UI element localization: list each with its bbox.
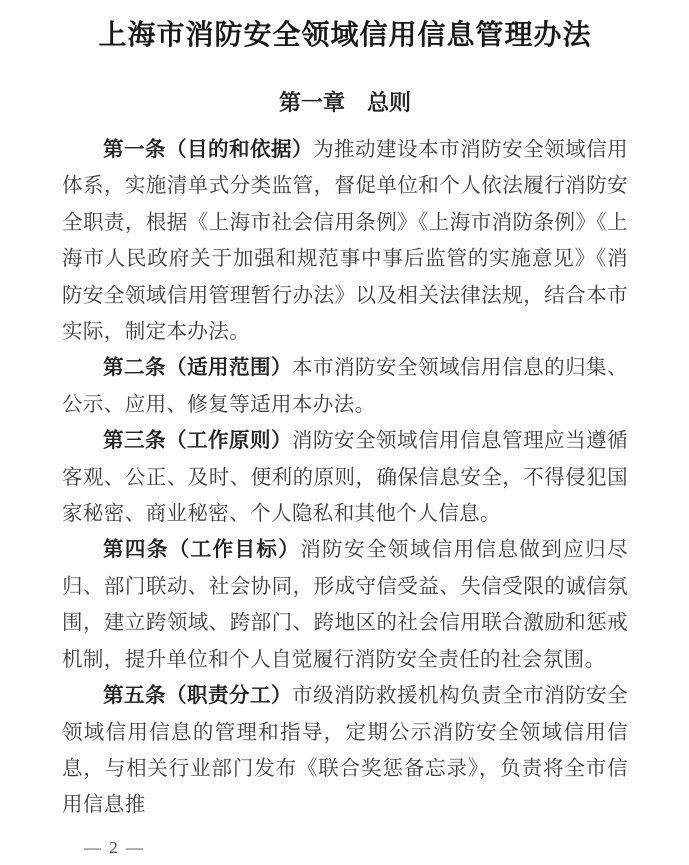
article-paragraph-5 [62,678,628,824]
article-4-body: 消防安全领域信用信息做到应归尽归、部门联动、社会协同，形成守信受益、失信受限的诚信氛围，建立跨领域、跨部门、跨地区的社会信用联合激励和惩戒机制，提升单位和个人自觉履行消防安全责任的社会氛围。 [62,539,629,671]
article-2-body: 本市消防安全领域信用信息的归集、公示、应用、修复等适用本办法。 [62,357,628,416]
article-4-label: 第四条（工作目标） [103,538,301,562]
article-2-label: 第二条（适用范围） [103,356,293,380]
chapter-heading: 第一章 总则 [278,90,411,115]
document-title: 上海市消防安全领域信用信息管理办法 [98,20,592,51]
article-1-label: 第一条（目的和依据） [103,138,314,161]
page-number: — 2 — [84,838,145,857]
article-paragraph-2 [62,350,628,423]
article-paragraph-4 [62,532,628,678]
article-3-body: 消防安全领域信用信息管理应当遵循客观、公正、及时、便利的原则，确保信息安全，不得侵犯国家秘密、商业秘密、个人隐私和其他个人信息。 [62,430,628,526]
article-5-body: 市级消防救援机构负责全市消防安全领域信用信息的管理和指导，定期公示消防安全领域信用信息，与相关行业部门发布《联合奖惩备忘录》，负责将全市信用信息推 [62,685,628,817]
article-3-label: 第三条（工作原则） [103,429,293,453]
article-5-label: 第五条（职责分工） [103,684,293,708]
article-paragraph-1 [62,132,628,350]
article-1-body: 为推动建设本市消防安全领域信用体系，实施清单式分类监管，督促单位和个人依法履行消防安全职责，根据《上海市社会信用条例》《上海市消防条例》《上海市人民政府关于加强和规范事中事后监管的实施意见》《消防安全领域信用管理暂行办法》以及相关法律法规，结合本市实际，制定本办法。 [62,139,629,344]
article-paragraph-3 [62,423,628,532]
document-body [62,132,628,824]
